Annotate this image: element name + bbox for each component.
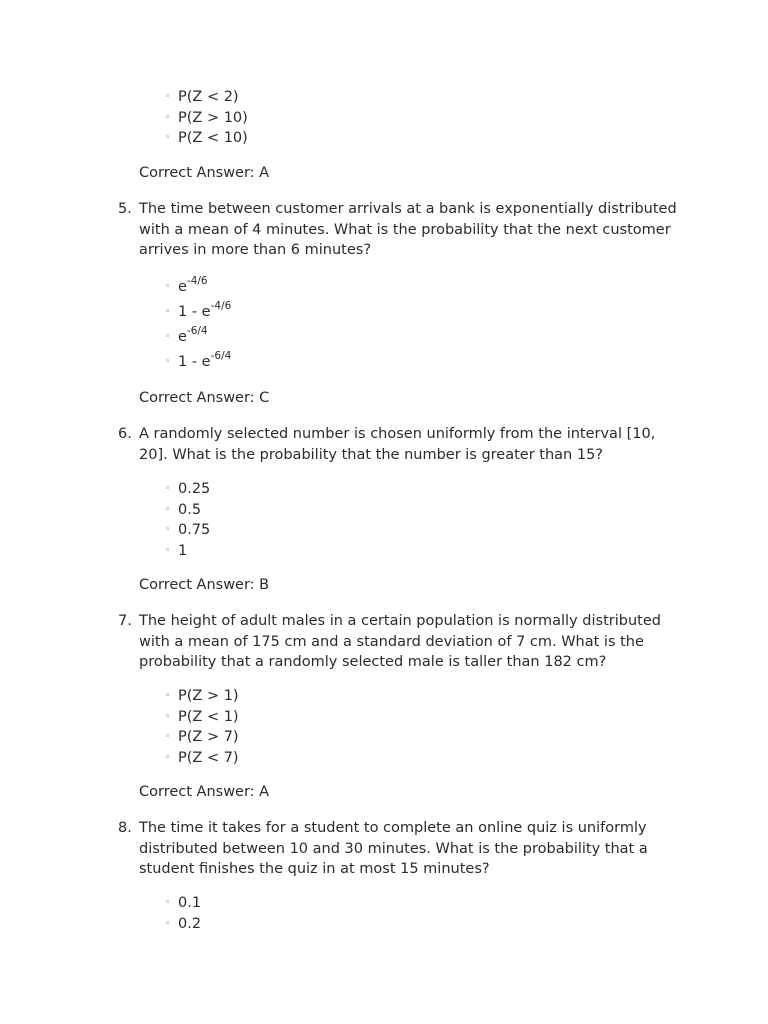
question-number: 5. — [118, 201, 132, 217]
circle-bullet-icon: ◦ — [165, 332, 171, 342]
option-item: ◦ P(Z < 7) — [165, 748, 239, 769]
circle-bullet-icon: ◦ — [165, 711, 171, 722]
circle-bullet-icon: ◦ — [165, 282, 171, 292]
question-5 — [118, 199, 678, 261]
circle-bullet-icon: ◦ — [165, 92, 171, 102]
option-item: ◦ P(Z > 7) — [165, 727, 239, 748]
option-item: ◦ P(Z > 10) — [165, 108, 248, 129]
option-list-q4 — [165, 87, 248, 149]
option-item: ◦ 0.1 — [165, 893, 201, 914]
option-list-q7 — [165, 686, 239, 768]
correct-answer-q4: Correct Answer: A — [139, 165, 270, 181]
question-text: The time between customer arrivals at a bank is exponentially distributed with a mean of 4 minutes. What is the probability that the next customer arrives in more than 6 minutes? — [139, 201, 677, 258]
option-list-q8 — [165, 893, 201, 934]
option-item: ◦ 0.5 — [165, 500, 210, 521]
question-number: 7. — [118, 613, 132, 629]
question-text: A randomly selected number is chosen uniformly from the interval [10, 20]. What is the probability that the number is greater than 15? — [139, 426, 656, 463]
circle-bullet-icon: ◦ — [165, 898, 171, 908]
option-item: ◦ $e^{-4/6}$ — [165, 275, 231, 300]
question-number: 8. — [118, 820, 132, 836]
question-text: The time it takes for a student to complete an online quiz is uniformly distributed between 10 and 30 minutes. What is the probability that a student finishes the quiz in at most 15 minutes? — [139, 820, 648, 877]
option-item: ◦ $e^{-6/4}$ — [165, 325, 231, 350]
circle-bullet-icon: ◦ — [165, 752, 171, 763]
circle-bullet-icon: ◦ — [165, 504, 171, 515]
circle-bullet-icon: ◦ — [165, 732, 171, 742]
circle-bullet-icon: ◦ — [165, 112, 171, 123]
correct-answer-q7: Correct Answer: A — [139, 784, 270, 800]
circle-bullet-icon: ◦ — [165, 133, 171, 143]
circle-bullet-icon: ◦ — [165, 545, 171, 556]
correct-answer-q6: Correct Answer: B — [139, 577, 270, 593]
question-8 — [118, 818, 678, 880]
option-item: ◦ 0.2 — [165, 914, 201, 935]
option-item: ◦ 1 — [165, 541, 210, 562]
question-number: 6. — [118, 426, 132, 442]
option-item: ◦ 0.75 — [165, 520, 210, 541]
option-item: ◦ 0.25 — [165, 479, 210, 500]
option-item: ◦ P(Z < 2) — [165, 87, 248, 108]
circle-bullet-icon: ◦ — [165, 525, 171, 535]
circle-bullet-icon: ◦ — [165, 918, 171, 929]
option-item: ◦ P(Z < 10) — [165, 128, 248, 149]
circle-bullet-icon: ◦ — [165, 357, 171, 367]
option-item: ◦ P(Z < 1) — [165, 707, 239, 728]
option-item: ◦ $1 - e^{-4/6}$ — [165, 300, 231, 325]
circle-bullet-icon: ◦ — [165, 307, 171, 317]
option-list-q6 — [165, 479, 210, 561]
option-list-q5 — [165, 275, 231, 375]
question-7 — [118, 611, 678, 673]
question-text: The height of adult males in a certain population is normally distributed with a mean of 175 cm and a standard deviation of 7 cm. What is the probability that a randomly selected male is taller than 182 cm? — [139, 613, 661, 670]
option-item: ◦ $1 - e^{-6/4}$ — [165, 350, 231, 375]
question-6 — [118, 424, 678, 465]
correct-answer-q5: Correct Answer: C — [139, 390, 270, 406]
circle-bullet-icon: ◦ — [165, 484, 171, 494]
circle-bullet-icon: ◦ — [165, 691, 171, 701]
option-item: ◦ P(Z > 1) — [165, 686, 239, 707]
